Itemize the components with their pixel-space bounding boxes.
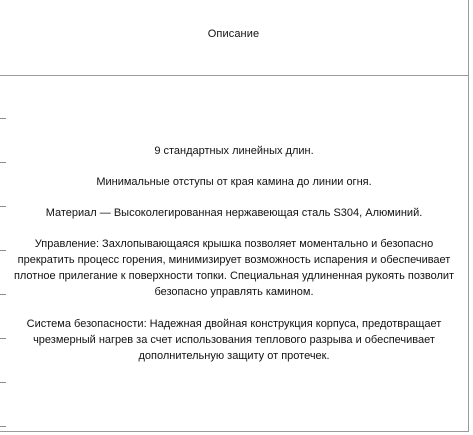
left-row-divider [0,426,6,427]
description-cell [0,76,468,432]
left-row-divider [0,382,6,383]
material-paragraph: Материал — Высоколегированная нержавеющая сталь S304, Алюминий. [45,207,423,219]
left-row-divider [0,162,6,163]
control-paragraph: Управление: Захлопывающаяся крышка позволяет моментально и безопасно прекратить процесс горения, минимизирует возможность испарения и обеспечивает плотное прилегание к поверхности топки. Специальная удлиненная рукоять позволит безопасно управлять камином. [13,238,455,298]
left-row-divider [0,294,6,295]
left-row-divider [0,250,6,251]
column-header-description: Описание [207,27,260,40]
left-row-divider [0,118,6,119]
clearance-paragraph: Минимальные отступы от края камина до линии огня. [96,176,372,188]
left-row-divider [0,338,6,339]
table-header-cell [0,0,468,76]
lengths-paragraph: 9 стандартных линейных длин. [154,145,314,157]
left-row-divider [0,206,6,207]
safety-system-paragraph: Система безопасности: Надежная двойная конструкция корпуса, предотвращает чрезмерный нагрев за счет использования теплового разрыва и обеспечивает дополнительную защиту от протечек. [26,318,442,362]
